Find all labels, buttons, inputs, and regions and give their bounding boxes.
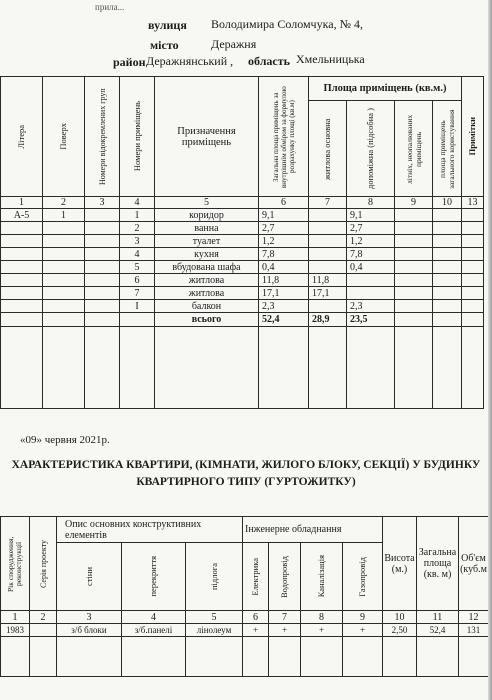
header-area-group: Площа приміщень (кв.м.) [309, 77, 462, 101]
char-ceilings: з/б.панелі [122, 624, 186, 637]
cell-litera [1, 261, 43, 274]
cell-litera [1, 274, 43, 287]
cell-total-area: 2,3 [259, 300, 309, 313]
cell-floor [43, 235, 85, 248]
cell-summer-area [395, 235, 433, 248]
cell-common-area [433, 300, 462, 313]
char-header-series: Серія проекту [30, 517, 57, 611]
index-cell: 8 [347, 197, 395, 209]
cell-litera: А-5 [1, 209, 43, 222]
total-label: всього [155, 313, 259, 327]
table-row [1, 287, 484, 300]
cell-summer-area [395, 209, 433, 222]
char-data-row [1, 624, 489, 637]
cell-living-area [309, 235, 347, 248]
char-header-construction: Опис основних конструктивних елементів [57, 517, 243, 543]
cell-common-area [433, 261, 462, 274]
char-header-ceilings: перекриття [122, 543, 186, 611]
char-sewer: + [301, 624, 343, 637]
cell-purpose: житлова [155, 274, 259, 287]
street-label: вулиця [148, 18, 187, 32]
table-row [1, 222, 484, 235]
cell-total-area: 9,1 [259, 209, 309, 222]
cell-litera [1, 235, 43, 248]
cell-notes [462, 274, 484, 287]
cell-group [85, 209, 120, 222]
char-water: + [269, 624, 301, 637]
cell-purpose: туалет [155, 235, 259, 248]
cell-aux-area: 0,4 [347, 261, 395, 274]
char-gas: + [343, 624, 383, 637]
cell-purpose: балкон [155, 300, 259, 313]
cell-group [85, 222, 120, 235]
cell-common-area [433, 287, 462, 300]
char-header-water: Водопровід [269, 543, 301, 611]
header-room-numbers: Номери приміщень [120, 77, 155, 197]
cell-total-area: 2,7 [259, 222, 309, 235]
char-electric: + [243, 624, 269, 637]
cell-litera [1, 248, 43, 261]
char-index-cell: 2 [30, 611, 57, 624]
cell-room-number: 1 [120, 209, 155, 222]
char-header-engineering: Інженерне обладнання [243, 517, 383, 543]
region-value: Хмельницька [296, 52, 365, 66]
index-cell: 10 [433, 197, 462, 209]
characteristics-title-line2: КВАРТИРНОГО ТИПУ (ГУРТОЖИТКУ) [136, 476, 356, 488]
cell-aux-area: 9,1 [347, 209, 395, 222]
cell-total-area: 0,4 [259, 261, 309, 274]
cell-purpose: ванна [155, 222, 259, 235]
char-empty-row [1, 637, 489, 677]
char-header-sewer: Каналізація [301, 543, 343, 611]
cell-summer-area [395, 274, 433, 287]
empty-rows [1, 327, 484, 409]
cell-group [85, 235, 120, 248]
header-purpose: Призначення приміщень [155, 77, 259, 197]
cell-notes [462, 300, 484, 313]
cell-living-area [309, 300, 347, 313]
cell-living-area [309, 222, 347, 235]
cell-notes [462, 235, 484, 248]
cell-floor [43, 274, 85, 287]
cell-purpose: вбудована шафа [155, 261, 259, 274]
header-common: площа приміщень загального користування [433, 101, 462, 197]
date-line: «09» червня 2021р. [20, 434, 110, 446]
cell-room-number: 7 [120, 287, 155, 300]
table-row [1, 248, 484, 261]
cell-room-number: 6 [120, 274, 155, 287]
header-floor: Поверх [43, 77, 85, 197]
index-row [1, 197, 484, 209]
cell-notes [462, 261, 484, 274]
cell-common-area [433, 235, 462, 248]
cell-summer-area [395, 261, 433, 274]
cell-notes [462, 209, 484, 222]
char-header-electric: Електрика [243, 543, 269, 611]
cell-room-number: 3 [120, 235, 155, 248]
cell-floor [43, 300, 85, 313]
cell-summer-area [395, 248, 433, 261]
cell-notes [462, 222, 484, 235]
district-label: район [113, 55, 146, 69]
char-floor: лінолеум [186, 624, 243, 637]
cell-room-number: І [120, 300, 155, 313]
cell-floor [43, 261, 85, 274]
characteristics-table [0, 516, 489, 677]
cell-aux-area: 2,3 [347, 300, 395, 313]
char-index-cell: 11 [417, 611, 459, 624]
header-group-numbers: Номери відокремлених груп [85, 77, 120, 197]
cell-living-area [309, 261, 347, 274]
index-cell: 4 [120, 197, 155, 209]
cell-total-area: 11,8 [259, 274, 309, 287]
city-value: Деражня [211, 37, 257, 51]
char-height: 2,50 [383, 624, 417, 637]
cell-summer-area [395, 300, 433, 313]
table-row [1, 261, 484, 274]
char-walls: з/б блоки [57, 624, 122, 637]
cell-total-area: 17,1 [259, 287, 309, 300]
cell-notes [462, 248, 484, 261]
cell-room-number: 5 [120, 261, 155, 274]
cell-common-area [433, 248, 462, 261]
cell-purpose: житлова [155, 287, 259, 300]
char-index-cell: 4 [122, 611, 186, 624]
cell-living-area: 17,1 [309, 287, 347, 300]
index-cell: 1 [1, 197, 43, 209]
header-notes: Примітки [462, 77, 484, 197]
total-aux: 23,5 [347, 313, 395, 327]
cell-floor: 1 [43, 209, 85, 222]
cell-aux-area: 7,8 [347, 248, 395, 261]
index-cell: 5 [155, 197, 259, 209]
char-index-cell: 1 [1, 611, 30, 624]
total-living: 28,9 [309, 313, 347, 327]
char-header-volume: Об'єм (куб.м [459, 517, 489, 611]
cell-group [85, 261, 120, 274]
cell-summer-area [395, 222, 433, 235]
char-index-row [1, 611, 489, 624]
char-header-year: Рік спорудження, реконструкції [1, 517, 30, 611]
table-row [1, 209, 484, 222]
region-label: область [248, 54, 290, 68]
cell-room-number: 2 [120, 222, 155, 235]
cell-aux-area: 2,7 [347, 222, 395, 235]
index-cell: 2 [43, 197, 85, 209]
cell-litera [1, 300, 43, 313]
char-header-walls: стіни [57, 543, 122, 611]
char-volume: 131 [459, 624, 489, 637]
cell-purpose: коридор [155, 209, 259, 222]
cell-room-number: 4 [120, 248, 155, 261]
cell-group [85, 274, 120, 287]
cell-floor [43, 248, 85, 261]
cell-group [85, 287, 120, 300]
header-auxiliary: допоміжна (підсобна ) [347, 101, 395, 197]
cell-aux-area: 1,2 [347, 235, 395, 248]
char-header-gas: Газопровід [343, 543, 383, 611]
cell-group [85, 300, 120, 313]
cell-living-area [309, 209, 347, 222]
char-series [30, 624, 57, 637]
header-total-area: Загальна площа приміщень за внутрішнім обміром за формулою розрахунку площі (кв.м) [259, 77, 309, 197]
char-index-cell: 9 [343, 611, 383, 624]
char-header-height: Висота (м.) [383, 517, 417, 611]
char-total-area: 52,4 [417, 624, 459, 637]
char-index-cell: 12 [459, 611, 489, 624]
cell-total-area: 1,2 [259, 235, 309, 248]
cell-total-area: 7,8 [259, 248, 309, 261]
total-row [1, 313, 484, 327]
index-cell: 6 [259, 197, 309, 209]
scan-edge [488, 0, 492, 700]
city-label: місто [150, 38, 179, 52]
cell-floor [43, 287, 85, 300]
index-cell: 3 [85, 197, 120, 209]
char-header-floor: підлога [186, 543, 243, 611]
char-index-cell: 10 [383, 611, 417, 624]
cell-common-area [433, 209, 462, 222]
cell-purpose: кухня [155, 248, 259, 261]
cell-litera [1, 287, 43, 300]
char-index-cell: 7 [269, 611, 301, 624]
cell-common-area [433, 274, 462, 287]
char-index-cell: 5 [186, 611, 243, 624]
header-living: житлова основна [309, 101, 347, 197]
cell-floor [43, 222, 85, 235]
char-index-cell: 6 [243, 611, 269, 624]
cell-notes [462, 287, 484, 300]
cell-group [85, 248, 120, 261]
header-litera: Літера [1, 77, 43, 197]
index-cell: 7 [309, 197, 347, 209]
characteristics-title-line1: ХАРАКТЕРИСТИКА КВАРТИРИ, (КІМНАТИ, ЖИЛОГО БЛОКУ, СЕКЦІЇ) У БУДИНКУ [11, 459, 481, 471]
header-summer: літніх, неопалюваних приміщень [395, 101, 433, 197]
char-year: 1983 [1, 624, 30, 637]
cell-common-area [433, 222, 462, 235]
index-cell: 9 [395, 197, 433, 209]
rooms-table [0, 76, 484, 409]
address-top-fragment: прила... [95, 2, 125, 12]
cell-living-area [309, 248, 347, 261]
district-value: Деражнянський , [146, 54, 234, 68]
index-cell: 13 [462, 197, 484, 209]
table-row [1, 300, 484, 313]
cell-litera [1, 222, 43, 235]
table-row [1, 235, 484, 248]
street-value: Володимира Соломчука, № 4, [211, 17, 364, 31]
char-header-total-area: Загальна площа (кв. м) [417, 517, 459, 611]
total-area: 52,4 [259, 313, 309, 327]
cell-summer-area [395, 287, 433, 300]
cell-living-area: 11,8 [309, 274, 347, 287]
cell-aux-area [347, 287, 395, 300]
char-index-cell: 8 [301, 611, 343, 624]
cell-aux-area [347, 274, 395, 287]
char-index-cell: 3 [57, 611, 122, 624]
table-row [1, 274, 484, 287]
